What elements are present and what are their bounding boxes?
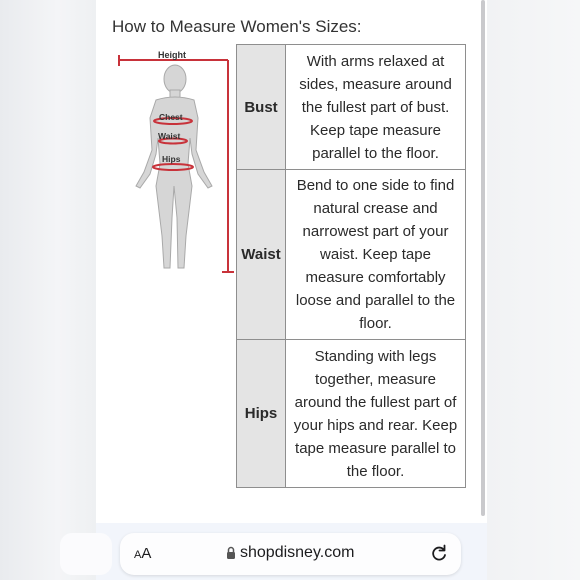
page-title: How to Measure Women's Sizes: xyxy=(112,17,362,36)
adjacent-tab-right xyxy=(487,0,580,580)
row-description: Standing with legs together, measure around the fullest part of your hips and rear. Keep tape measure parallel to the floor. xyxy=(286,340,466,488)
reload-icon[interactable] xyxy=(429,543,449,563)
measurement-table xyxy=(236,44,466,488)
row-label: Hips xyxy=(237,340,286,488)
row-description: Bend to one side to find natural crease and narrowest part of your waist. Keep tape measure comfortably loose and parallel to the floor. xyxy=(286,170,466,340)
reader-settings-button[interactable] xyxy=(134,544,156,564)
page-scrollbar[interactable] xyxy=(481,0,485,516)
table-row xyxy=(237,340,466,488)
aa-small-glyph: A xyxy=(134,549,142,561)
adjacent-tab-left xyxy=(0,0,96,580)
row-label: Bust xyxy=(237,45,286,170)
row-label: Waist xyxy=(237,170,286,340)
chest-label: Chest xyxy=(159,112,183,122)
body-silhouette xyxy=(136,65,212,268)
row-description: With arms relaxed at sides, measure around the fullest part of bust. Keep tape measure parallel to the floor. xyxy=(286,45,466,170)
aa-large-glyph: A xyxy=(141,545,152,562)
hips-label: Hips xyxy=(162,154,181,164)
previous-tab-card[interactable] xyxy=(60,533,112,575)
url-text[interactable]: shopdisney.com xyxy=(240,544,355,561)
table-row xyxy=(237,170,466,340)
body-measurement-diagram xyxy=(112,46,234,276)
table-row xyxy=(237,45,466,170)
waist-label: Waist xyxy=(158,131,181,141)
height-label: Height xyxy=(158,50,186,60)
lock-icon xyxy=(226,546,236,560)
